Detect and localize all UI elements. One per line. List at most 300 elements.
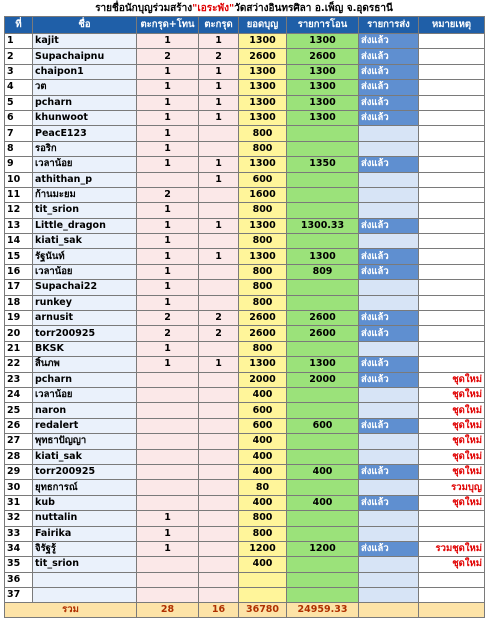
totals-takrut-ton[interactable]: 28 <box>137 603 199 618</box>
cell-takrut-ton[interactable]: 1 <box>137 280 199 295</box>
cell-note[interactable] <box>419 187 485 202</box>
cell-status[interactable]: ส่งแล้ว <box>359 110 419 125</box>
cell-no[interactable]: 35 <box>5 557 33 572</box>
cell-takrut[interactable] <box>199 264 239 279</box>
cell-takrut[interactable] <box>199 372 239 387</box>
cell-name[interactable]: nuttalin <box>33 511 137 526</box>
cell-no[interactable]: 31 <box>5 495 33 510</box>
cell-no[interactable]: 34 <box>5 541 33 556</box>
cell-transfer[interactable]: 1200 <box>287 541 359 556</box>
cell-takrut-ton[interactable]: 1 <box>137 341 199 356</box>
cell-no[interactable]: 16 <box>5 264 33 279</box>
cell-takrut[interactable]: 1 <box>199 249 239 264</box>
cell-no[interactable]: 17 <box>5 280 33 295</box>
cell-takrut-ton[interactable] <box>137 418 199 433</box>
cell-name[interactable] <box>33 572 137 587</box>
cell-takrut-ton[interactable]: 1 <box>137 80 199 95</box>
cell-status[interactable] <box>359 403 419 418</box>
cell-transfer[interactable] <box>287 295 359 310</box>
cell-status[interactable]: ส่งแล้ว <box>359 264 419 279</box>
cell-status[interactable]: ส่งแล้ว <box>359 495 419 510</box>
cell-takrut-ton[interactable]: 1 <box>137 526 199 541</box>
cell-takrut[interactable]: 1 <box>199 80 239 95</box>
cell-status[interactable]: ส่งแล้ว <box>359 249 419 264</box>
cell-name[interactable]: วต <box>33 80 137 95</box>
cell-transfer[interactable] <box>287 172 359 187</box>
cell-note[interactable] <box>419 311 485 326</box>
cell-takrut-ton[interactable]: 1 <box>137 218 199 233</box>
cell-no[interactable]: 28 <box>5 449 33 464</box>
cell-no[interactable]: 37 <box>5 588 33 603</box>
cell-name[interactable]: kiati_sak <box>33 234 137 249</box>
cell-status[interactable] <box>359 203 419 218</box>
cell-donation[interactable]: 80 <box>239 480 287 495</box>
cell-status[interactable] <box>359 511 419 526</box>
cell-status[interactable]: ส่งแล้ว <box>359 357 419 372</box>
cell-takrut-ton[interactable] <box>137 588 199 603</box>
cell-transfer[interactable] <box>287 449 359 464</box>
cell-note[interactable] <box>419 126 485 141</box>
cell-status[interactable]: ส่งแล้ว <box>359 311 419 326</box>
cell-no[interactable]: 10 <box>5 172 33 187</box>
cell-takrut-ton[interactable]: 2 <box>137 187 199 202</box>
cell-transfer[interactable] <box>287 203 359 218</box>
cell-no[interactable]: 6 <box>5 110 33 125</box>
cell-takrut[interactable] <box>199 203 239 218</box>
cell-takrut[interactable] <box>199 557 239 572</box>
header-status[interactable]: รายการส่ง <box>359 17 419 34</box>
cell-status[interactable]: ส่งแล้ว <box>359 372 419 387</box>
totals-label[interactable]: รวม <box>5 603 137 618</box>
cell-name[interactable]: pcharn <box>33 372 137 387</box>
cell-transfer[interactable] <box>287 341 359 356</box>
cell-takrut-ton[interactable]: 1 <box>137 157 199 172</box>
cell-status[interactable] <box>359 434 419 449</box>
cell-takrut[interactable]: 1 <box>199 357 239 372</box>
cell-name[interactable] <box>33 588 137 603</box>
cell-no[interactable]: 7 <box>5 126 33 141</box>
cell-name[interactable]: tit_srion <box>33 557 137 572</box>
cell-takrut-ton[interactable] <box>137 480 199 495</box>
header-name[interactable]: ชื่อ <box>33 17 137 34</box>
cell-note[interactable]: ชุดใหม่ <box>419 387 485 402</box>
cell-takrut-ton[interactable] <box>137 434 199 449</box>
cell-no[interactable]: 21 <box>5 341 33 356</box>
cell-takrut[interactable]: 1 <box>199 95 239 110</box>
cell-name[interactable]: chaipon1 <box>33 64 137 79</box>
cell-note[interactable]: ชุดใหม่ <box>419 449 485 464</box>
cell-transfer[interactable] <box>287 572 359 587</box>
cell-no[interactable]: 5 <box>5 95 33 110</box>
cell-takrut[interactable] <box>199 449 239 464</box>
cell-name[interactable]: pcharn <box>33 95 137 110</box>
cell-note[interactable]: ชุดใหม่ <box>419 372 485 387</box>
cell-transfer[interactable] <box>287 141 359 156</box>
cell-takrut-ton[interactable] <box>137 387 199 402</box>
cell-takrut[interactable]: 2 <box>199 311 239 326</box>
cell-takrut-ton[interactable]: 1 <box>137 110 199 125</box>
cell-status[interactable]: ส่งแล้ว <box>359 49 419 64</box>
cell-takrut[interactable] <box>199 234 239 249</box>
cell-takrut[interactable] <box>199 403 239 418</box>
cell-name[interactable]: เวลาน้อย <box>33 264 137 279</box>
cell-name[interactable]: จิรัฐรู้ <box>33 541 137 556</box>
cell-takrut[interactable] <box>199 341 239 356</box>
cell-takrut-ton[interactable] <box>137 403 199 418</box>
cell-takrut-ton[interactable]: 1 <box>137 264 199 279</box>
cell-note[interactable]: ชุดใหม่ <box>419 434 485 449</box>
cell-takrut-ton[interactable]: 1 <box>137 295 199 310</box>
cell-status[interactable] <box>359 295 419 310</box>
cell-status[interactable] <box>359 387 419 402</box>
cell-takrut[interactable]: 1 <box>199 157 239 172</box>
cell-transfer[interactable]: 1350 <box>287 157 359 172</box>
cell-transfer[interactable]: 1300 <box>287 110 359 125</box>
cell-takrut[interactable] <box>199 418 239 433</box>
cell-name[interactable]: เวลาน้อย <box>33 387 137 402</box>
cell-donation[interactable]: 1200 <box>239 541 287 556</box>
cell-note[interactable] <box>419 234 485 249</box>
cell-note[interactable]: ชุดใหม่ <box>419 403 485 418</box>
cell-note[interactable]: รวมบุญ <box>419 480 485 495</box>
cell-transfer[interactable] <box>287 557 359 572</box>
cell-donation[interactable]: 800 <box>239 126 287 141</box>
cell-no[interactable]: 12 <box>5 203 33 218</box>
cell-no[interactable]: 1 <box>5 34 33 49</box>
cell-status[interactable] <box>359 480 419 495</box>
cell-status[interactable]: ส่งแล้ว <box>359 464 419 479</box>
cell-takrut-ton[interactable] <box>137 372 199 387</box>
cell-takrut[interactable] <box>199 280 239 295</box>
cell-note[interactable] <box>419 157 485 172</box>
cell-note[interactable] <box>419 49 485 64</box>
cell-takrut-ton[interactable]: 2 <box>137 49 199 64</box>
cell-note[interactable] <box>419 264 485 279</box>
cell-takrut-ton[interactable]: 1 <box>137 141 199 156</box>
cell-note[interactable] <box>419 357 485 372</box>
header-note[interactable]: หมายเหตุ <box>419 17 485 34</box>
cell-takrut[interactable] <box>199 541 239 556</box>
cell-transfer[interactable] <box>287 511 359 526</box>
cell-no[interactable]: 13 <box>5 218 33 233</box>
cell-no[interactable]: 24 <box>5 387 33 402</box>
cell-transfer[interactable] <box>287 434 359 449</box>
cell-takrut-ton[interactable]: 1 <box>137 64 199 79</box>
cell-transfer[interactable]: 400 <box>287 495 359 510</box>
cell-name[interactable]: kiati_sak <box>33 449 137 464</box>
header-no[interactable]: ที่ <box>5 17 33 34</box>
cell-transfer[interactable] <box>287 280 359 295</box>
cell-note[interactable] <box>419 95 485 110</box>
cell-donation[interactable]: 1300 <box>239 64 287 79</box>
cell-name[interactable]: Little_dragon <box>33 218 137 233</box>
cell-transfer[interactable]: 1300 <box>287 357 359 372</box>
cell-takrut-ton[interactable]: 1 <box>137 249 199 264</box>
cell-no[interactable]: 29 <box>5 464 33 479</box>
cell-no[interactable]: 32 <box>5 511 33 526</box>
cell-name[interactable]: ก้านมะยม <box>33 187 137 202</box>
cell-name[interactable]: torr200925 <box>33 464 137 479</box>
cell-takrut[interactable]: 1 <box>199 34 239 49</box>
cell-takrut-ton[interactable]: 2 <box>137 326 199 341</box>
cell-takrut-ton[interactable] <box>137 464 199 479</box>
cell-donation[interactable]: 400 <box>239 464 287 479</box>
cell-note[interactable] <box>419 280 485 295</box>
cell-transfer[interactable] <box>287 126 359 141</box>
cell-takrut[interactable] <box>199 141 239 156</box>
cell-donation[interactable]: 800 <box>239 341 287 356</box>
cell-donation[interactable] <box>239 588 287 603</box>
cell-transfer[interactable]: 600 <box>287 418 359 433</box>
cell-donation[interactable]: 800 <box>239 511 287 526</box>
cell-name[interactable]: arnusit <box>33 311 137 326</box>
cell-name[interactable]: naron <box>33 403 137 418</box>
cell-note[interactable] <box>419 295 485 310</box>
cell-name[interactable]: ยุทธการณ์ <box>33 480 137 495</box>
cell-name[interactable]: tit_srion <box>33 203 137 218</box>
cell-takrut[interactable] <box>199 526 239 541</box>
cell-donation[interactable]: 600 <box>239 418 287 433</box>
header-transfer[interactable]: รายการโอน <box>287 17 359 34</box>
totals-takrut[interactable]: 16 <box>199 603 239 618</box>
cell-takrut[interactable] <box>199 434 239 449</box>
cell-donation[interactable]: 800 <box>239 264 287 279</box>
cell-donation[interactable]: 400 <box>239 449 287 464</box>
cell-transfer[interactable]: 1300 <box>287 249 359 264</box>
cell-takrut-ton[interactable]: 1 <box>137 511 199 526</box>
cell-status[interactable] <box>359 572 419 587</box>
cell-status[interactable] <box>359 187 419 202</box>
cell-status[interactable]: ส่งแล้ว <box>359 418 419 433</box>
cell-takrut[interactable]: 1 <box>199 218 239 233</box>
cell-name[interactable]: เวลาน้อย <box>33 157 137 172</box>
cell-takrut-ton[interactable]: 1 <box>137 126 199 141</box>
cell-takrut-ton[interactable]: 1 <box>137 234 199 249</box>
cell-takrut[interactable] <box>199 464 239 479</box>
cell-donation[interactable]: 2600 <box>239 326 287 341</box>
cell-takrut[interactable] <box>199 295 239 310</box>
cell-donation[interactable]: 800 <box>239 234 287 249</box>
cell-name[interactable]: kajit <box>33 34 137 49</box>
cell-takrut[interactable]: 2 <box>199 326 239 341</box>
cell-note[interactable] <box>419 249 485 264</box>
cell-note[interactable] <box>419 80 485 95</box>
cell-takrut-ton[interactable] <box>137 557 199 572</box>
cell-donation[interactable]: 1300 <box>239 157 287 172</box>
cell-transfer[interactable] <box>287 480 359 495</box>
cell-name[interactable]: รอริก <box>33 141 137 156</box>
cell-transfer[interactable] <box>287 403 359 418</box>
cell-donation[interactable]: 800 <box>239 526 287 541</box>
totals-donation[interactable]: 36780 <box>239 603 287 618</box>
cell-note[interactable] <box>419 172 485 187</box>
cell-name[interactable]: Supachaipnu <box>33 49 137 64</box>
cell-transfer[interactable]: 2600 <box>287 326 359 341</box>
cell-transfer[interactable]: 2600 <box>287 49 359 64</box>
cell-transfer[interactable]: 2000 <box>287 372 359 387</box>
cell-takrut-ton[interactable]: 1 <box>137 357 199 372</box>
cell-donation[interactable]: 1300 <box>239 80 287 95</box>
cell-transfer[interactable]: 1300 <box>287 64 359 79</box>
cell-takrut-ton[interactable]: 1 <box>137 95 199 110</box>
cell-donation[interactable]: 2600 <box>239 311 287 326</box>
cell-transfer[interactable]: 2600 <box>287 311 359 326</box>
cell-status[interactable] <box>359 172 419 187</box>
cell-note[interactable] <box>419 526 485 541</box>
cell-takrut-ton[interactable]: 1 <box>137 541 199 556</box>
cell-note[interactable] <box>419 64 485 79</box>
cell-donation[interactable]: 800 <box>239 203 287 218</box>
cell-name[interactable]: khunwoot <box>33 110 137 125</box>
cell-takrut[interactable] <box>199 588 239 603</box>
cell-takrut[interactable] <box>199 495 239 510</box>
cell-name[interactable]: Fairika <box>33 526 137 541</box>
cell-note[interactable] <box>419 326 485 341</box>
cell-status[interactable] <box>359 449 419 464</box>
cell-note[interactable] <box>419 588 485 603</box>
cell-status[interactable]: ส่งแล้ว <box>359 95 419 110</box>
cell-donation[interactable]: 1300 <box>239 218 287 233</box>
cell-name[interactable]: athithan_p <box>33 172 137 187</box>
cell-status[interactable] <box>359 234 419 249</box>
cell-status[interactable] <box>359 341 419 356</box>
cell-donation[interactable]: 800 <box>239 141 287 156</box>
cell-donation[interactable]: 1300 <box>239 357 287 372</box>
cell-no[interactable]: 2 <box>5 49 33 64</box>
cell-takrut[interactable]: 1 <box>199 172 239 187</box>
cell-takrut[interactable]: 1 <box>199 64 239 79</box>
cell-transfer[interactable]: 400 <box>287 464 359 479</box>
cell-status[interactable]: ส่งแล้ว <box>359 218 419 233</box>
cell-takrut-ton[interactable] <box>137 495 199 510</box>
cell-name[interactable]: redalert <box>33 418 137 433</box>
cell-status[interactable] <box>359 280 419 295</box>
cell-donation[interactable]: 2000 <box>239 372 287 387</box>
cell-name[interactable]: สิ้นภพ <box>33 357 137 372</box>
cell-no[interactable]: 26 <box>5 418 33 433</box>
cell-note[interactable] <box>419 511 485 526</box>
cell-no[interactable]: 14 <box>5 234 33 249</box>
cell-takrut-ton[interactable]: 1 <box>137 203 199 218</box>
cell-status[interactable] <box>359 526 419 541</box>
cell-no[interactable]: 19 <box>5 311 33 326</box>
cell-donation[interactable]: 400 <box>239 557 287 572</box>
cell-takrut[interactable] <box>199 387 239 402</box>
cell-no[interactable]: 4 <box>5 80 33 95</box>
cell-name[interactable]: พุทธาปัญญา <box>33 434 137 449</box>
cell-name[interactable]: BKSK <box>33 341 137 356</box>
cell-donation[interactable]: 400 <box>239 387 287 402</box>
cell-donation[interactable]: 1300 <box>239 110 287 125</box>
cell-no[interactable]: 22 <box>5 357 33 372</box>
cell-note[interactable] <box>419 218 485 233</box>
totals-transfer[interactable]: 24959.33 <box>287 603 359 618</box>
cell-no[interactable]: 15 <box>5 249 33 264</box>
cell-no[interactable]: 9 <box>5 157 33 172</box>
cell-no[interactable]: 30 <box>5 480 33 495</box>
cell-takrut-ton[interactable] <box>137 172 199 187</box>
cell-no[interactable]: 23 <box>5 372 33 387</box>
cell-takrut-ton[interactable]: 1 <box>137 34 199 49</box>
cell-transfer[interactable] <box>287 526 359 541</box>
cell-note[interactable] <box>419 34 485 49</box>
cell-status[interactable]: ส่งแล้ว <box>359 157 419 172</box>
cell-no[interactable]: 11 <box>5 187 33 202</box>
cell-status[interactable] <box>359 126 419 141</box>
cell-name[interactable]: kub <box>33 495 137 510</box>
cell-donation[interactable]: 400 <box>239 434 287 449</box>
cell-takrut[interactable] <box>199 126 239 141</box>
cell-status[interactable] <box>359 588 419 603</box>
cell-no[interactable]: 33 <box>5 526 33 541</box>
cell-name[interactable]: runkey <box>33 295 137 310</box>
cell-no[interactable]: 27 <box>5 434 33 449</box>
cell-donation[interactable] <box>239 572 287 587</box>
cell-donation[interactable]: 2600 <box>239 49 287 64</box>
cell-note[interactable]: ชุดใหม่ <box>419 557 485 572</box>
cell-donation[interactable]: 1300 <box>239 34 287 49</box>
cell-takrut[interactable]: 1 <box>199 110 239 125</box>
cell-note[interactable]: ชุดใหม่ <box>419 418 485 433</box>
cell-note[interactable] <box>419 572 485 587</box>
cell-transfer[interactable] <box>287 387 359 402</box>
cell-note[interactable] <box>419 341 485 356</box>
cell-note[interactable]: ชุดใหม่ <box>419 464 485 479</box>
totals-note[interactable] <box>419 603 485 618</box>
cell-donation[interactable]: 1300 <box>239 249 287 264</box>
cell-takrut[interactable] <box>199 480 239 495</box>
cell-note[interactable] <box>419 203 485 218</box>
cell-note[interactable]: ชุดใหม่ <box>419 495 485 510</box>
header-takrut-ton[interactable]: ตะกรุด+โทน <box>137 17 199 34</box>
cell-status[interactable]: ส่งแล้ว <box>359 541 419 556</box>
cell-note[interactable] <box>419 110 485 125</box>
cell-donation[interactable]: 800 <box>239 295 287 310</box>
cell-status[interactable] <box>359 141 419 156</box>
cell-takrut[interactable]: 2 <box>199 49 239 64</box>
cell-donation[interactable]: 600 <box>239 172 287 187</box>
cell-no[interactable]: 18 <box>5 295 33 310</box>
cell-transfer[interactable]: 1300 <box>287 95 359 110</box>
cell-note[interactable] <box>419 141 485 156</box>
cell-donation[interactable]: 800 <box>239 280 287 295</box>
cell-transfer[interactable]: 809 <box>287 264 359 279</box>
cell-transfer[interactable] <box>287 234 359 249</box>
cell-takrut[interactable] <box>199 187 239 202</box>
cell-note[interactable]: รวมชุดใหม่ <box>419 541 485 556</box>
cell-donation[interactable]: 600 <box>239 403 287 418</box>
cell-takrut-ton[interactable] <box>137 449 199 464</box>
cell-transfer[interactable] <box>287 588 359 603</box>
cell-status[interactable] <box>359 557 419 572</box>
cell-donation[interactable]: 1600 <box>239 187 287 202</box>
cell-name[interactable]: PeacE123 <box>33 126 137 141</box>
cell-status[interactable]: ส่งแล้ว <box>359 64 419 79</box>
cell-name[interactable]: Supachai22 <box>33 280 137 295</box>
cell-donation[interactable]: 400 <box>239 495 287 510</box>
cell-transfer[interactable]: 1300 <box>287 34 359 49</box>
cell-no[interactable]: 36 <box>5 572 33 587</box>
cell-transfer[interactable]: 1300.33 <box>287 218 359 233</box>
cell-takrut-ton[interactable] <box>137 572 199 587</box>
cell-no[interactable]: 20 <box>5 326 33 341</box>
cell-transfer[interactable]: 1300 <box>287 80 359 95</box>
cell-no[interactable]: 3 <box>5 64 33 79</box>
cell-no[interactable]: 8 <box>5 141 33 156</box>
header-donation[interactable]: ยอดบุญ <box>239 17 287 34</box>
cell-transfer[interactable] <box>287 187 359 202</box>
cell-takrut[interactable] <box>199 511 239 526</box>
